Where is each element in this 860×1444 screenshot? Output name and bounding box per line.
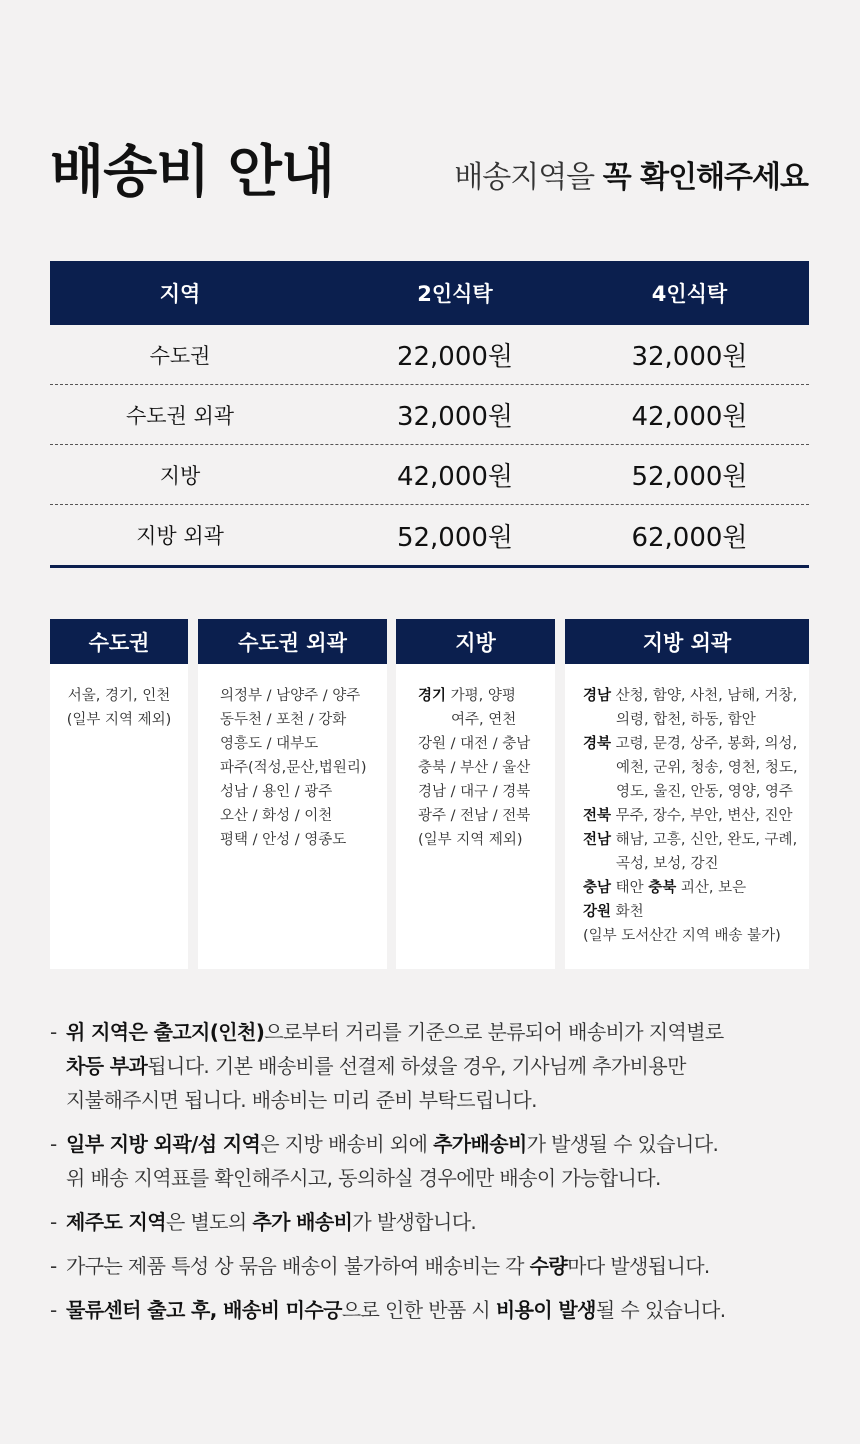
note-plain: 가 발생합니다. bbox=[352, 1210, 477, 1234]
region-text: 가평, 양평 bbox=[446, 688, 516, 704]
region-text: 화천 bbox=[611, 904, 644, 920]
row-four-price: 52,000원 bbox=[631, 462, 748, 492]
note-bold: 수량 bbox=[529, 1254, 568, 1278]
province-label: 전남 bbox=[583, 832, 612, 848]
row-two-price: 52,000원 bbox=[396, 522, 514, 553]
region-card-body bbox=[50, 664, 188, 732]
note-bold: 비용이 발생 bbox=[495, 1298, 596, 1322]
note-item bbox=[50, 1293, 820, 1327]
region-line bbox=[583, 876, 809, 900]
region-text: 해남, 고흥, 신안, 완도, 구례, bbox=[611, 832, 798, 848]
province-label: 경기 bbox=[418, 688, 447, 704]
note-bold: 추가 배송비 bbox=[252, 1210, 353, 1234]
region-card-body bbox=[198, 664, 387, 852]
row-four-price: 62,000원 bbox=[631, 522, 748, 553]
region-line: (일부 지역 제외) bbox=[418, 832, 523, 848]
note-plain: 될 수 있습니다. bbox=[595, 1298, 726, 1322]
row-region: 지방 bbox=[159, 463, 201, 488]
note-bold: 위 지역은 출고지(인천) bbox=[66, 1020, 265, 1044]
region-line: 동두천 / 포천 / 강화 bbox=[220, 712, 347, 728]
region-line: 예천, 군위, 청송, 영천, 청도, bbox=[616, 760, 798, 776]
header-two-seat: 2인식탁 bbox=[417, 282, 493, 306]
region-line: 의령, 합천, 하동, 함안 bbox=[616, 712, 756, 728]
page-title: 배송비 안내 bbox=[50, 140, 334, 205]
province-label: 경남 bbox=[583, 688, 612, 704]
region-card-title: 지방 bbox=[396, 619, 555, 664]
note-plain: 으로부터 거리를 기준으로 분류되어 배송비가 지역별로 bbox=[264, 1020, 724, 1044]
region-card-local-outer bbox=[565, 619, 809, 969]
region-card-local bbox=[396, 619, 555, 969]
region-card-capital bbox=[50, 619, 188, 969]
note-plain: 가 발생될 수 있습니다. bbox=[526, 1132, 719, 1156]
region-line: 영도, 울진, 안동, 영양, 영주 bbox=[616, 784, 793, 800]
subtitle-emphasis: 꼭 확인해주세요 bbox=[602, 160, 808, 195]
note-item bbox=[50, 1127, 820, 1195]
note-plain: 마다 발생됩니다. bbox=[567, 1254, 710, 1278]
region-card-body bbox=[396, 664, 555, 852]
region-line: 평택 / 안성 / 영종도 bbox=[220, 832, 347, 848]
region-text: 괴산, 보은 bbox=[676, 880, 747, 896]
province-label: 충북 bbox=[648, 880, 677, 896]
note-text bbox=[66, 1249, 710, 1283]
region-line: 경남 / 대구 / 경북 bbox=[418, 784, 531, 800]
note-item bbox=[50, 1249, 820, 1283]
region-text: 고령, 문경, 상주, 봉화, 의성, bbox=[611, 736, 798, 752]
header-four-seat: 4인식탁 bbox=[651, 282, 728, 306]
note-bold: 일부 지방 외곽/섬 지역 bbox=[66, 1132, 261, 1156]
note-plain: 은 별도의 bbox=[165, 1210, 253, 1234]
region-line bbox=[583, 804, 809, 828]
note-plain: 됩니다. 기본 배송비를 선결제 하셨을 경우, 기사님께 추가비용만 bbox=[147, 1054, 686, 1078]
note-item bbox=[50, 1015, 820, 1117]
row-four-price: 42,000원 bbox=[631, 402, 748, 432]
table-header-row bbox=[50, 261, 809, 325]
region-line bbox=[418, 684, 555, 708]
note-plain: 지불해주시면 됩니다. 배송비는 미리 준비 부탁드립니다. bbox=[66, 1088, 537, 1112]
region-text: 산청, 함양, 사천, 남해, 거창, bbox=[611, 688, 798, 704]
note-item bbox=[50, 1205, 820, 1239]
row-two-price: 32,000원 bbox=[396, 402, 514, 432]
region-line: 오산 / 화성 / 이천 bbox=[220, 808, 333, 824]
table-row bbox=[50, 325, 809, 385]
table-row bbox=[50, 445, 809, 505]
region-card-title: 수도권 bbox=[50, 619, 188, 664]
note-bold: 제주도 지역 bbox=[66, 1210, 166, 1234]
region-text: 무주, 장수, 부안, 변산, 진안 bbox=[611, 808, 793, 824]
note-plain: 으로 인한 반품 시 bbox=[341, 1298, 496, 1322]
region-card-title: 수도권 외곽 bbox=[198, 619, 387, 664]
province-label: 경북 bbox=[583, 736, 612, 752]
region-line: 파주(적성,문산,법원리) bbox=[220, 760, 367, 776]
region-line: 강원 / 대전 / 충남 bbox=[418, 736, 531, 752]
region-line: 성남 / 용인 / 광주 bbox=[220, 784, 333, 800]
region-line: 충북 / 부산 / 울산 bbox=[418, 760, 531, 776]
region-line: 여주, 연천 bbox=[451, 712, 517, 728]
province-label: 강원 bbox=[583, 904, 612, 920]
note-dash: - bbox=[50, 1254, 57, 1278]
subtitle-text: 배송지역을 bbox=[454, 160, 603, 195]
row-region: 수도권 외곽 bbox=[125, 403, 235, 428]
note-text bbox=[66, 1127, 718, 1195]
region-line: 의정부 / 남양주 / 양주 bbox=[220, 688, 361, 704]
row-two-price: 22,000원 bbox=[396, 342, 514, 372]
region-line bbox=[583, 684, 809, 708]
note-bold: 차등 부과 bbox=[66, 1054, 148, 1078]
shipping-notes bbox=[50, 1015, 820, 1337]
region-line: 영흥도 / 대부도 bbox=[220, 736, 319, 752]
region-line: 서울, 경기, 인천 bbox=[67, 688, 171, 704]
note-dash: - bbox=[50, 1132, 57, 1156]
note-bold: 물류센터 출고 후, 배송비 미수긍 bbox=[66, 1298, 342, 1322]
region-card-body bbox=[565, 664, 809, 948]
province-label: 충남 bbox=[583, 880, 612, 896]
note-text bbox=[66, 1015, 724, 1117]
province-label: 전북 bbox=[583, 808, 612, 824]
row-two-price: 42,000원 bbox=[396, 462, 514, 492]
table-row bbox=[50, 385, 809, 445]
row-region: 수도권 bbox=[149, 343, 211, 368]
region-line: 광주 / 전남 / 전북 bbox=[418, 808, 531, 824]
region-line: 곡성, 보성, 강진 bbox=[616, 856, 719, 872]
region-line bbox=[583, 828, 809, 852]
note-plain: 은 지방 배송비 외에 bbox=[260, 1132, 434, 1156]
region-card-title: 지방 외곽 bbox=[565, 619, 809, 664]
region-line bbox=[583, 732, 809, 756]
note-plain: 위 배송 지역표를 확인해주시고, 동의하실 경우에만 배송이 가능합니다. bbox=[66, 1166, 661, 1190]
note-text bbox=[66, 1205, 476, 1239]
note-dash: - bbox=[50, 1298, 57, 1322]
page-subtitle bbox=[454, 152, 808, 196]
region-text: 태안 bbox=[611, 880, 649, 896]
shipping-price-table bbox=[50, 261, 809, 568]
row-four-price: 32,000원 bbox=[631, 342, 748, 372]
note-dash: - bbox=[50, 1210, 57, 1234]
note-plain: 가구는 제품 특성 상 묶음 배송이 불가하여 배송비는 각 bbox=[66, 1254, 530, 1278]
header-region: 지역 bbox=[159, 282, 201, 306]
region-line: (일부 지역 제외) bbox=[66, 712, 172, 728]
region-footnote: (일부 도서산간 지역 배송 불가) bbox=[583, 928, 781, 944]
table-row bbox=[50, 505, 809, 565]
note-dash: - bbox=[50, 1020, 57, 1044]
region-line bbox=[583, 900, 809, 924]
row-region: 지방 외곽 bbox=[136, 524, 224, 548]
note-text bbox=[66, 1293, 725, 1327]
region-card-capital-outer bbox=[198, 619, 387, 969]
note-bold: 추가배송비 bbox=[433, 1132, 527, 1156]
